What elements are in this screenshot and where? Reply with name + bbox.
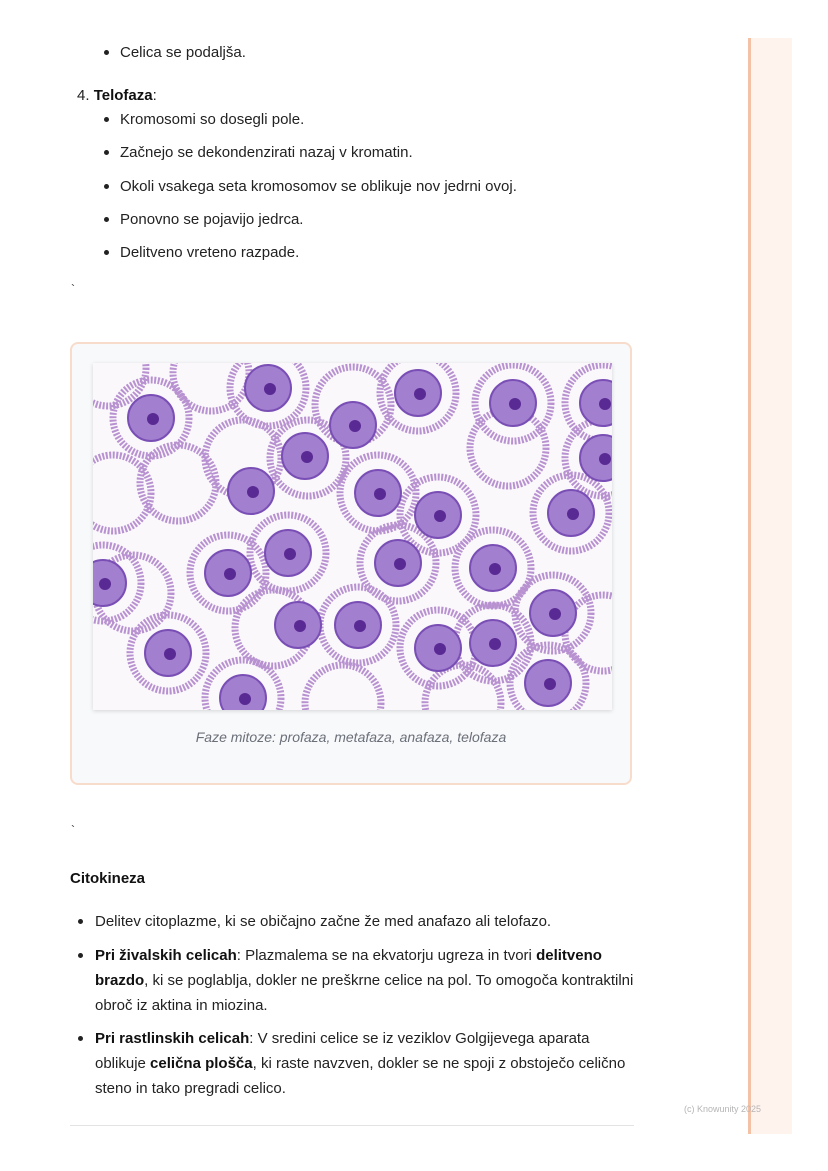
telofaza-title: Telofaza — [93, 87, 153, 104]
list-item: Začnejo se dekondenzirati nazaj v kromatin. — [120, 144, 413, 161]
stray-backtick: ` — [71, 823, 75, 837]
bold-term: Pri rastlinskih celicah — [95, 1030, 250, 1047]
list-item — [95, 943, 640, 1018]
section-heading: Citokineza — [70, 870, 146, 887]
nucleus — [220, 675, 266, 710]
chromatin — [599, 398, 611, 410]
bullet — [104, 50, 109, 55]
chromatin — [224, 568, 236, 580]
chromatin — [99, 578, 111, 590]
bold-term: celična plošča — [150, 1055, 253, 1072]
chromatin — [509, 398, 521, 410]
chromatin — [164, 648, 176, 660]
side-panel — [748, 38, 792, 1134]
list-item: Delitev citoplazme, ki se običajno začne že med anafazo ali telofazo. — [95, 913, 552, 930]
list-item: Delitveno vreteno razpade. — [120, 244, 300, 261]
cell-wall — [305, 665, 381, 710]
bullet — [104, 117, 109, 122]
chromatin — [567, 508, 579, 520]
chromatin — [354, 620, 366, 632]
bullet — [78, 919, 83, 924]
chromatin — [147, 413, 159, 425]
chromatin — [544, 678, 556, 690]
list-item — [95, 1026, 635, 1101]
list-item: Kromosomi so dosegli pole. — [120, 111, 305, 128]
bold-term: Pri živalskih celicah — [95, 947, 237, 964]
bullet — [78, 953, 83, 958]
bullet — [104, 217, 109, 222]
bullet — [104, 184, 109, 189]
bullet — [78, 1036, 83, 1041]
micrograph-image — [93, 363, 612, 710]
side-panel-border — [748, 38, 751, 1134]
chromatin — [239, 693, 251, 705]
list-number: 4. — [77, 87, 90, 104]
text: : Plazmalema se na ekvatorju ugreza in tvori — [236, 947, 537, 964]
telofaza-heading — [77, 86, 157, 106]
colon: : — [152, 87, 157, 104]
bullet — [104, 250, 109, 255]
chromatin — [434, 643, 446, 655]
text: : V sredini celice se iz veziklov Golgijevega aparata oblikuje — [95, 1030, 590, 1072]
list-item: Celica se podaljša. — [120, 44, 246, 61]
bullet — [104, 150, 109, 155]
cell-wall — [173, 363, 249, 411]
chromatin — [414, 388, 426, 400]
bold-term: delitveno brazdo — [95, 947, 602, 989]
chromatin — [294, 620, 306, 632]
chromatin — [247, 486, 259, 498]
divider — [70, 1125, 634, 1126]
copyright: (c) Knowunity 2025 — [684, 1104, 762, 1114]
text: , ki raste navzven, dokler se ne spoji z obstoječo celično steno in tako pregradi celico. — [95, 1055, 626, 1097]
chromatin — [284, 548, 296, 560]
figure-caption: Faze mitoze: profaza, metafaza, anafaza, telofaza — [195, 729, 507, 745]
chromatin — [301, 451, 313, 463]
stray-backtick: ` — [71, 282, 75, 296]
chromatin — [549, 608, 561, 620]
chromatin — [349, 420, 361, 432]
list-item: Okoli vsakega seta kromosomov se oblikuje nov jedrni ovoj. — [120, 178, 517, 195]
chromatin — [434, 510, 446, 522]
chromatin — [264, 383, 276, 395]
list-item: Ponovno se pojavijo jedrca. — [120, 211, 304, 228]
chromatin — [489, 638, 501, 650]
chromatin — [374, 488, 386, 500]
text: , ki se poglablja, dokler ne preškrne celice na pol. To omogoča kontraktilni obroč iz aktina in miozina. — [95, 972, 634, 1014]
chromatin — [489, 563, 501, 575]
cells-illustration — [93, 363, 612, 710]
chromatin — [599, 453, 611, 465]
chromatin — [394, 558, 406, 570]
